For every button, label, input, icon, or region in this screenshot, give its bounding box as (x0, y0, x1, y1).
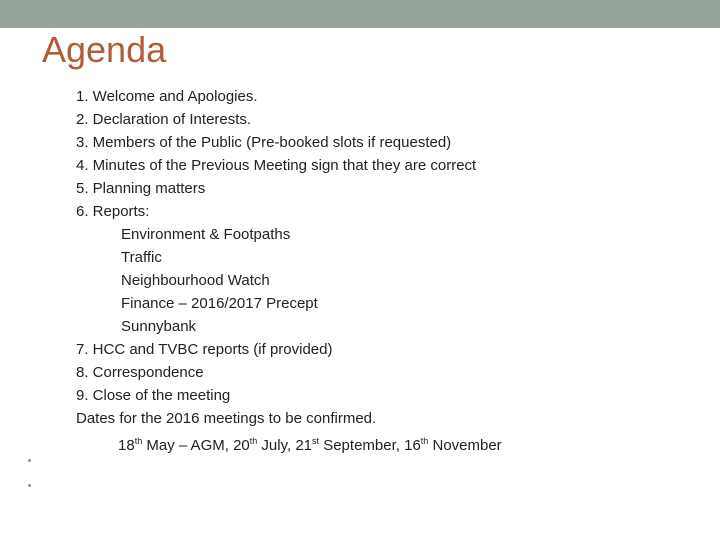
report-item: Finance – 2016/2017 Precept (121, 295, 318, 312)
report-item: Neighbourhood Watch (121, 272, 270, 289)
report-item: Environment & Footpaths (121, 226, 291, 243)
agenda-item: 6. Reports: (76, 203, 150, 220)
agenda-item: 9. Close of the meeting (76, 387, 231, 404)
meeting-dates: 18th May – AGM, 20th July, 21st September, 16th November (118, 436, 502, 454)
agenda-list (76, 85, 502, 457)
agenda-item: 5. Planning matters (76, 180, 206, 197)
bullet-dot (28, 484, 31, 487)
report-item: Sunnybank (121, 318, 197, 335)
agenda-item: 1. Welcome and Apologies. (76, 88, 258, 105)
bullet-dot (28, 459, 31, 462)
agenda-item: 8. Correspondence (76, 364, 204, 381)
dates-note: Dates for the 2016 meetings to be confirmed. (76, 410, 377, 427)
agenda-item: 2. Declaration of Interests. (76, 111, 252, 128)
top-bar (0, 0, 720, 28)
agenda-item: 3. Members of the Public (Pre-booked slots if requested) (76, 134, 452, 151)
agenda-item: 7. HCC and TVBC reports (if provided) (76, 341, 333, 358)
agenda-item: 4. Minutes of the Previous Meeting sign that they are correct (76, 157, 477, 174)
report-item: Traffic (121, 249, 162, 266)
empty-bullets (28, 459, 31, 509)
slide-title: Agenda (42, 29, 167, 70)
